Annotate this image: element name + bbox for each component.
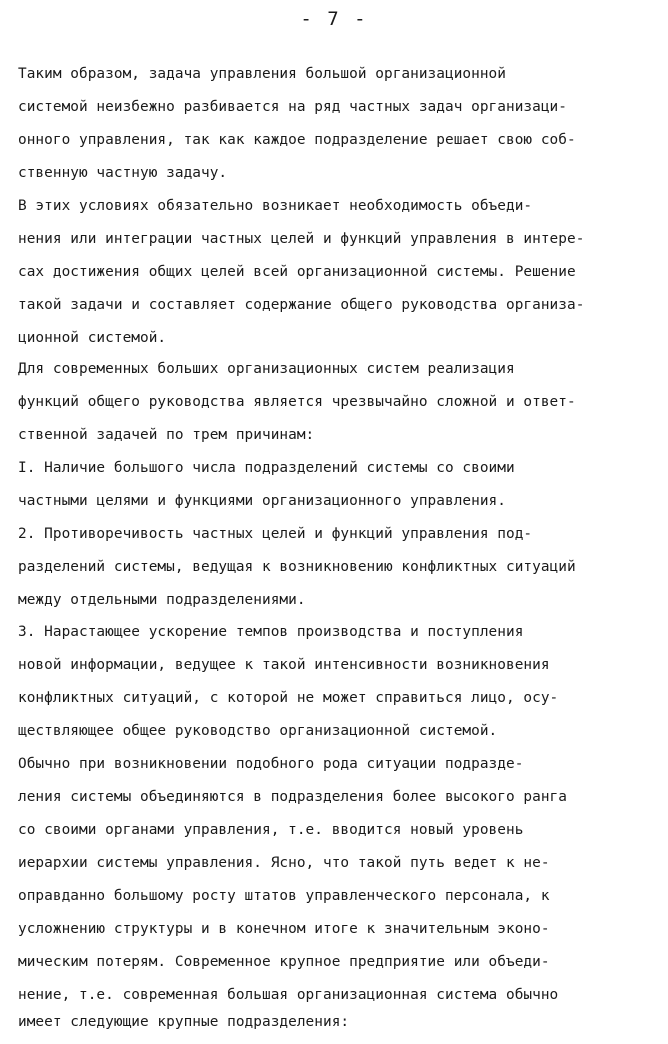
text-line: мическим потерям. Современное крупное предприятие или объеди-	[18, 954, 550, 970]
text-line: Таким образом, задача управления большой организационной	[18, 66, 506, 82]
text-line: 3. Нарастающее ускорение темпов производства и поступления	[18, 624, 524, 640]
text-line: ственную частную задачу.	[18, 165, 228, 181]
text-line: онного управления, так как каждое подразделение решает свою соб-	[18, 132, 576, 148]
text-line: со своими органами управления, т.е. вводится новый уровень	[18, 822, 524, 838]
text-line: оправданно большому росту штатов управленческого персонала, к	[18, 888, 550, 904]
text-line: ственной задачей по трем причинам:	[18, 427, 315, 443]
text-line: разделений системы, ведущая к возникновению конфликтных ситуаций	[18, 559, 576, 575]
text-line: ления системы объединяются в подразделения более высокого ранга	[18, 789, 567, 805]
text-line: сах достижения общих целей всей организационной системы. Решение	[18, 264, 576, 280]
text-line: усложнению структуры и в конечном итоге к значительным эконо-	[18, 921, 550, 937]
text-line: новой информации, ведущее к такой интенсивности возникновения	[18, 657, 550, 673]
text-line: между отдельными подразделениями.	[18, 592, 306, 608]
text-line: имеет следующие крупные подразделения:	[18, 1014, 350, 1030]
text-line: конфликтных ситуаций, с которой не может справиться лицо, осу-	[18, 690, 559, 706]
text-line: ществляющее общее руководство организационной системой.	[18, 723, 498, 739]
text-line: 2. Противоречивость частных целей и функций управления под-	[18, 526, 533, 542]
text-line: В этих условиях обязательно возникает необходимость объеди-	[18, 198, 533, 214]
text-line: ционной системой.	[18, 330, 167, 346]
text-line: нение, т.е. современная большая организационная система обычно	[18, 987, 559, 1003]
text-line: иерархии системы управления. Ясно, что такой путь ведет к не-	[18, 855, 550, 871]
text-line: частными целями и функциями организационного управления.	[18, 493, 506, 509]
text-line: нения или интеграции частных целей и функций управления в интере-	[18, 231, 585, 247]
text-line: такой задачи и составляет содержание общего руководства организа-	[18, 297, 585, 313]
text-line: Для современных больших организационных систем реализация	[18, 361, 515, 377]
text-line: Обычно при возникновении подобного рода ситуации подразде-	[18, 756, 524, 772]
text-line: системой неизбежно разбивается на ряд частных задач организаци-	[18, 99, 567, 115]
text-line: функций общего руководства является чрезвычайно сложной и ответ-	[18, 394, 576, 410]
text-line: I. Наличие большого числа подразделений системы со своими	[18, 460, 515, 476]
page-number: - 7 -	[300, 8, 368, 30]
